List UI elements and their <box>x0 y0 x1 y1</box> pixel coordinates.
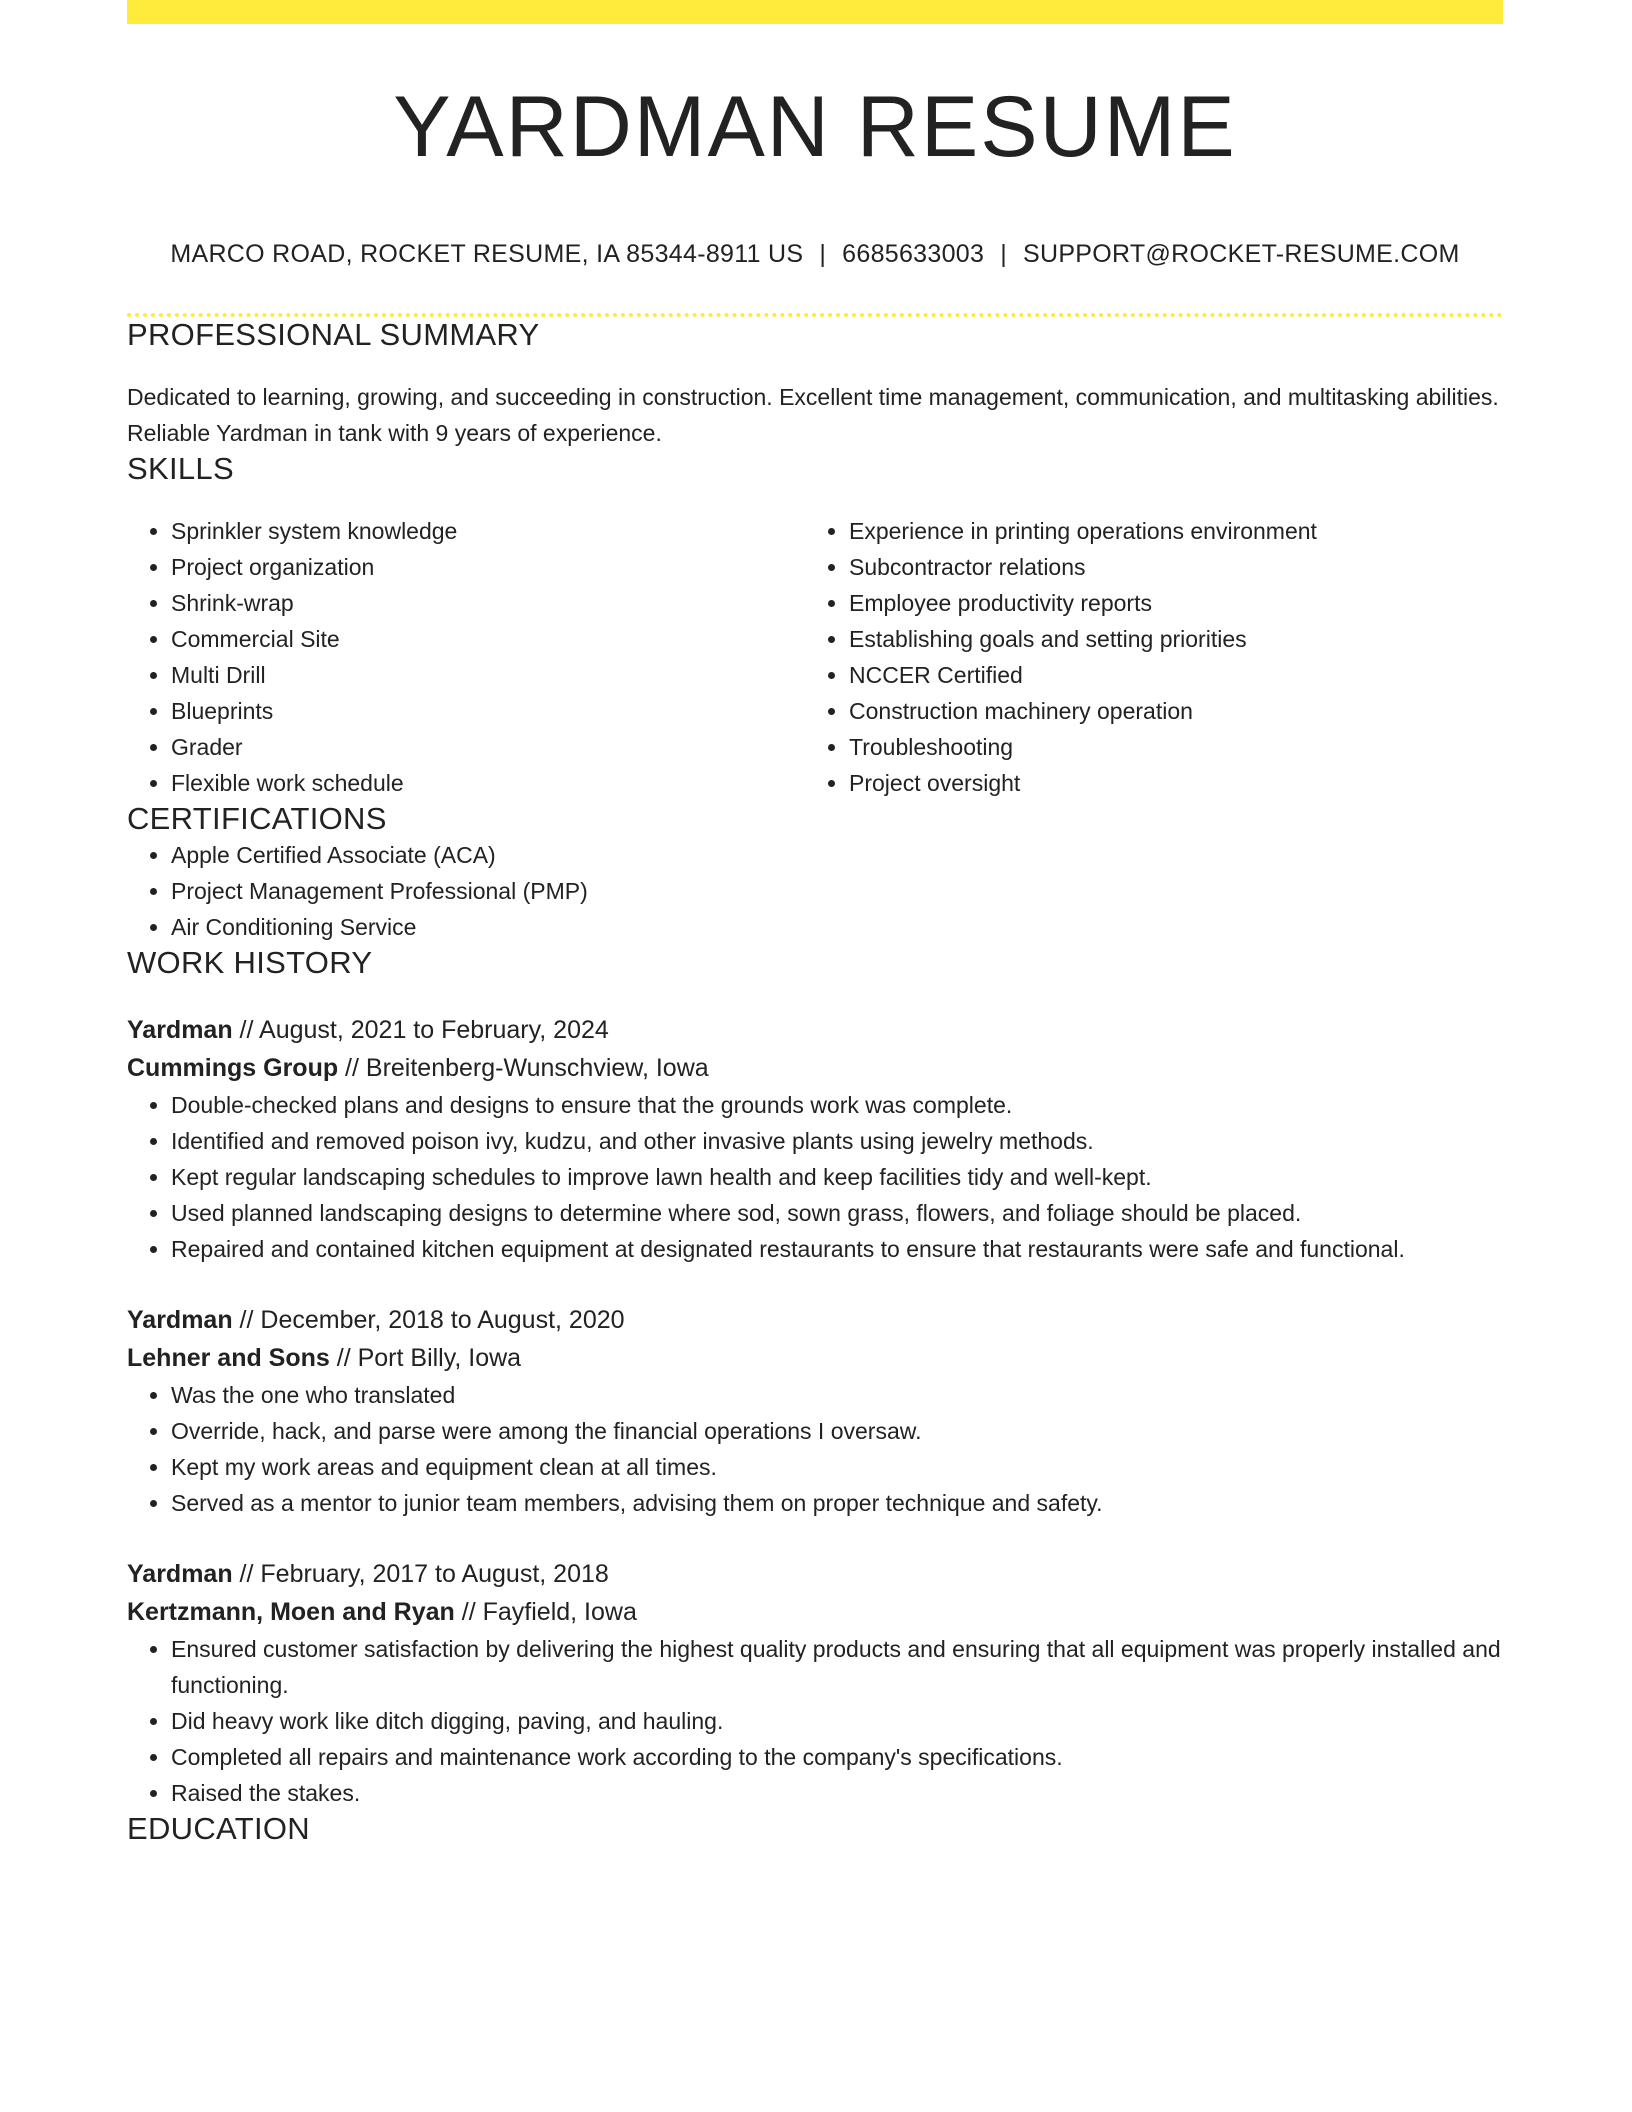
job-bullet: • Did heavy work like ditch digging, paving, and hauling. <box>171 1703 1503 1739</box>
job-bullet: • Raised the stakes. <box>171 1775 1503 1811</box>
resume-page <box>127 0 1503 1847</box>
job-title-line <box>127 1011 1503 1049</box>
skill-item: • Troubleshooting <box>849 729 1483 765</box>
skill-item: • Multi Drill <box>171 657 805 693</box>
accent-bar <box>127 0 1503 24</box>
job-title-line <box>127 1301 1503 1339</box>
skills-grid <box>127 513 1503 801</box>
skill-item: • Sprinkler system knowledge <box>171 513 805 549</box>
skill-item: • Blueprints <box>171 693 805 729</box>
skills-heading: SKILLS <box>127 451 234 486</box>
work-history-heading: WORK HISTORY <box>127 945 373 980</box>
skill-item: • Subcontractor relations <box>849 549 1483 585</box>
job-bullet: • Served as a mentor to junior team members, advising them on proper technique and safety. <box>171 1485 1503 1521</box>
job-location: // Port Billy, Iowa <box>329 1344 522 1372</box>
skill-item: • Project oversight <box>849 765 1483 801</box>
job-dates: // February, 2017 to August, 2018 <box>232 1560 609 1588</box>
job-company: Lehner and Sons <box>127 1344 330 1372</box>
job-company-line <box>127 1593 1503 1631</box>
job-entry <box>127 1011 1503 1267</box>
skill-item: • Flexible work schedule <box>171 765 805 801</box>
job-bullet: • Was the one who translated <box>171 1377 1503 1413</box>
skills-left-column <box>127 513 805 801</box>
job-role: Yardman <box>127 1306 233 1334</box>
address: MARCO ROAD, ROCKET RESUME, IA 85344-8911 US <box>170 240 804 268</box>
job-bullet: • Identified and removed poison ivy, kudzu, and other invasive plants using jewelry methods. <box>171 1123 1503 1159</box>
job-title-line <box>127 1555 1503 1593</box>
resume-title: YARDMAN RESUME <box>393 79 1237 175</box>
job-entry <box>127 1555 1503 1811</box>
skill-item: • Grader <box>171 729 805 765</box>
skill-item: • Experience in printing operations environment <box>849 513 1483 549</box>
skill-item: • Shrink-wrap <box>171 585 805 621</box>
separator: | <box>1000 240 1007 268</box>
certification-item: • Air Conditioning Service <box>171 909 1503 945</box>
skills-left-list <box>127 513 805 801</box>
job-bullet: • Used planned landscaping designs to determine where sod, sown grass, flowers, and foliage should be placed. <box>171 1195 1503 1231</box>
skill-item: • Construction machinery operation <box>849 693 1483 729</box>
job-location: // Fayfield, Iowa <box>454 1598 637 1626</box>
skill-item: • Commercial Site <box>171 621 805 657</box>
skill-item: • Project organization <box>171 549 805 585</box>
skill-item: • Employee productivity reports <box>849 585 1483 621</box>
skills-right-list <box>805 513 1483 801</box>
job-bullets <box>127 1087 1503 1267</box>
job-entry <box>127 1301 1503 1521</box>
job-bullet: • Ensured customer satisfaction by delivering the highest quality products and ensuring that all equipment was properly installed and functioning. <box>171 1631 1503 1703</box>
certification-item: • Apple Certified Associate (ACA) <box>171 837 1503 873</box>
skill-item: • NCCER Certified <box>849 657 1483 693</box>
job-role: Yardman <box>127 1560 233 1588</box>
job-role: Yardman <box>127 1016 233 1044</box>
job-location: // Breitenberg-Wunschview, Iowa <box>338 1054 709 1082</box>
email: SUPPORT@ROCKET-RESUME.COM <box>1023 240 1460 268</box>
job-bullet: • Kept regular landscaping schedules to improve lawn health and keep facilities tidy and well-kept. <box>171 1159 1503 1195</box>
summary-heading: PROFESSIONAL SUMMARY <box>127 317 540 352</box>
job-company-line <box>127 1339 1503 1377</box>
job-company: Kertzmann, Moen and Ryan <box>127 1598 455 1626</box>
certifications-list <box>127 837 1503 945</box>
job-bullet: • Completed all repairs and maintenance work according to the company's specifications. <box>171 1739 1503 1775</box>
separator: | <box>819 240 827 268</box>
contact-line <box>127 240 1503 269</box>
job-bullet: • Kept my work areas and equipment clean at all times. <box>171 1449 1503 1485</box>
job-bullets <box>127 1377 1503 1521</box>
skills-right-column <box>805 513 1483 801</box>
phone: 6685633003 <box>842 240 985 268</box>
job-bullets <box>127 1631 1503 1811</box>
job-company-line <box>127 1049 1503 1087</box>
education-heading: EDUCATION <box>127 1811 310 1846</box>
job-company: Cummings Group <box>127 1054 339 1082</box>
summary-text: Dedicated to learning, growing, and succeeding in construction. Excellent time management, communication, and multitasking abilities. Reliable Yardman in tank with 9 years of experience. <box>127 384 1499 446</box>
certification-item: • Project Management Professional (PMP) <box>171 873 1503 909</box>
certifications-heading: CERTIFICATIONS <box>127 801 387 836</box>
skill-item: • Establishing goals and setting priorities <box>849 621 1483 657</box>
job-bullet: • Double-checked plans and designs to ensure that the grounds work was complete. <box>171 1087 1503 1123</box>
job-bullet: • Override, hack, and parse were among the financial operations I oversaw. <box>171 1413 1503 1449</box>
job-dates: // August, 2021 to February, 2024 <box>232 1016 609 1044</box>
job-bullet: • Repaired and contained kitchen equipment at designated restaurants to ensure that restaurants were safe and functional. <box>171 1231 1503 1267</box>
job-dates: // December, 2018 to August, 2020 <box>232 1306 625 1334</box>
